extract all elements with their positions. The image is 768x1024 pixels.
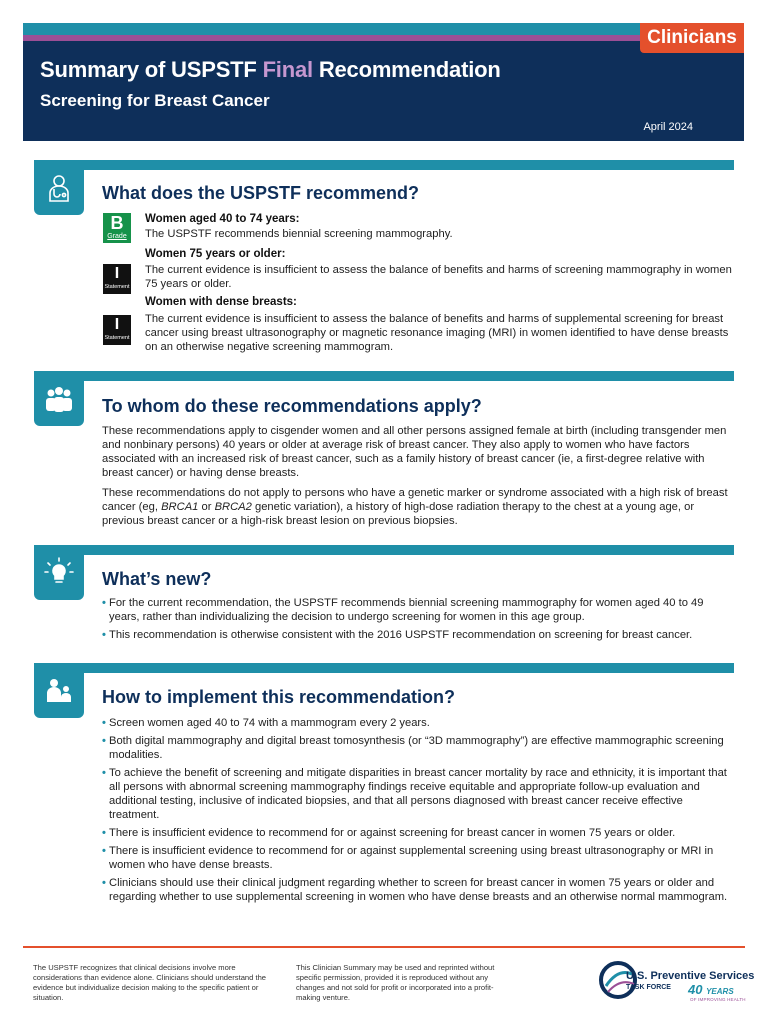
section-bar-implement [34, 663, 734, 673]
footer-divider [23, 946, 745, 948]
whats-new-list [102, 596, 734, 646]
logo-task-force: TASK FORCE [626, 984, 671, 991]
list-item: • There is insufficient evidence to recommend for or against screening for breast cancer in women 75 years or older. [102, 826, 734, 840]
doctor-icon [34, 160, 84, 215]
section-title-recommend: What does the USPSTF recommend? [102, 183, 420, 203]
section-title-implement: How to implement this recommendation? [102, 687, 456, 707]
population-title: Women with dense breasts: [145, 296, 297, 308]
logo-years-word: YEARS [706, 987, 734, 996]
grade-word: Statement [104, 335, 130, 341]
clinician-patient-icon [34, 663, 84, 718]
footer-note-right: This Clinician Summary may be used and reprinted without specific permission, provided it is reproduced without any changes and not sold for profit or incorporated into a profit-making venture. [296, 963, 495, 1002]
list-item: • This recommendation is otherwise consistent with the 2016 USPSTF recommendation on screening for breast cancer. [102, 628, 734, 642]
population-text: The current evidence is insufficient to assess the balance of benefits and harms of screening mammography in women 75 years or older. [145, 264, 732, 290]
para2-or: or [198, 501, 215, 513]
clinicians-tab: Clinicians [640, 23, 744, 53]
grade-word: Statement [104, 284, 130, 290]
header-purple-stripe [23, 35, 744, 41]
list-item: • For the current recommendation, the USPSTF recommends biennial screening mammography for women aged 40 to 49 years, rather than individualizing the decision to undergo screening for women in this age group. [102, 596, 734, 624]
section-title-apply: To whom do these recommendations apply? [102, 396, 482, 416]
para2-text-b: genetic variation), a history of high-dose radiation therapy to the chest at a young age, or previous breast cancer or a high-risk breast lesion on previous biopsies. [102, 501, 695, 527]
publication-date: April 2024 [643, 121, 693, 133]
logo-40-number: 40 [688, 982, 703, 997]
list-item: • There is insufficient evidence to recommend for or against supplemental screening using breast ultrasonography or MRI in women who have dense breasts. [102, 844, 734, 872]
grade-b-badge [103, 213, 131, 243]
grade-word: Grade [107, 233, 127, 240]
section-bar-recommend [34, 160, 734, 170]
section-title-new: What’s new? [102, 569, 212, 589]
logo-name: U.S. Preventive Services [626, 970, 755, 982]
page-title [40, 57, 501, 83]
i-statement-badge [103, 264, 131, 294]
para2-text-a: These recommendations do not apply to persons who have a genetic marker or syndrome associated with a high risk of breast cancer (eg, [102, 487, 728, 513]
population-text: The USPSTF recommends biennial screening mammography. [145, 228, 453, 240]
population-title: Women 75 years or older: [145, 248, 286, 260]
title-part2: Recommendation [312, 57, 501, 82]
grade-letter: B [110, 213, 124, 233]
footer-note-left: The USPSTF recognizes that clinical decisions involve more considerations than evidence alone. Clinicians should understand the evidence but individualize decision making to the specific patient or situation. [33, 963, 267, 1002]
population-text: The current evidence is insufficient to assess the balance of benefits and harms of supplemental screening for breast cancer using breast ultrasonography or magnetic resonance imaging (MRI) in women identified to have dense breasts on an otherwise negative screening mammogram. [145, 313, 729, 353]
grade-letter: I [114, 316, 120, 333]
lightbulb-icon [34, 545, 84, 600]
gene-brca2: BRCA2 [214, 501, 252, 513]
page-subtitle: Screening for Breast Cancer [40, 91, 270, 110]
gene-brca1: BRCA1 [161, 501, 199, 513]
apply-paragraph-2 [102, 486, 732, 528]
header-teal-stripe [23, 23, 744, 35]
list-item: • Clinicians should use their clinical judgment regarding whether to screen for breast cancer in women 75 years or older and regarding whether to use supplemental screening in women who have dense breasts and an otherwise normal mammogram. [102, 876, 734, 904]
apply-paragraph-1: These recommendations apply to cisgender women and all other persons assigned female at birth (including transgender men and nonbinary persons) 40 years or older at average risk of breast cancer. They also apply to women who have factors associated with an increased risk of breast cancer, such as a family history of breast cancer (ie, a first-degree relative with breast cancer) or having dense breasts. [102, 425, 727, 479]
people-group-icon [34, 371, 84, 426]
list-item: • Both digital mammography and digital breast tomosynthesis (or “3D mammography”) are effective mammographic screening modalities. [102, 734, 734, 762]
grade-letter: I [114, 265, 120, 282]
population-title: Women aged 40 to 74 years: [145, 213, 300, 225]
section-bar-apply [34, 371, 734, 381]
list-item: • Screen women aged 40 to 74 with a mammogram every 2 years. [102, 716, 734, 730]
title-part1: Summary of USPSTF [40, 57, 263, 82]
list-item: • To achieve the benefit of screening and mitigate disparities in breast cancer mortality by race and ethnicity, it is important that all persons with abnormal screening mammography findings receive equitable and appropriate follow-up evaluation and additional testing, inclusive of indicated biopsies, and that all persons diagnosed with breast cancer receive effective treatment. [102, 766, 734, 822]
logo-40-years [688, 982, 734, 997]
implement-list [102, 716, 734, 908]
i-statement-badge [103, 315, 131, 345]
title-accent: Final [262, 57, 313, 82]
logo-tagline: OF IMPROVING HEALTH [690, 997, 746, 1002]
section-bar-new [34, 545, 734, 555]
